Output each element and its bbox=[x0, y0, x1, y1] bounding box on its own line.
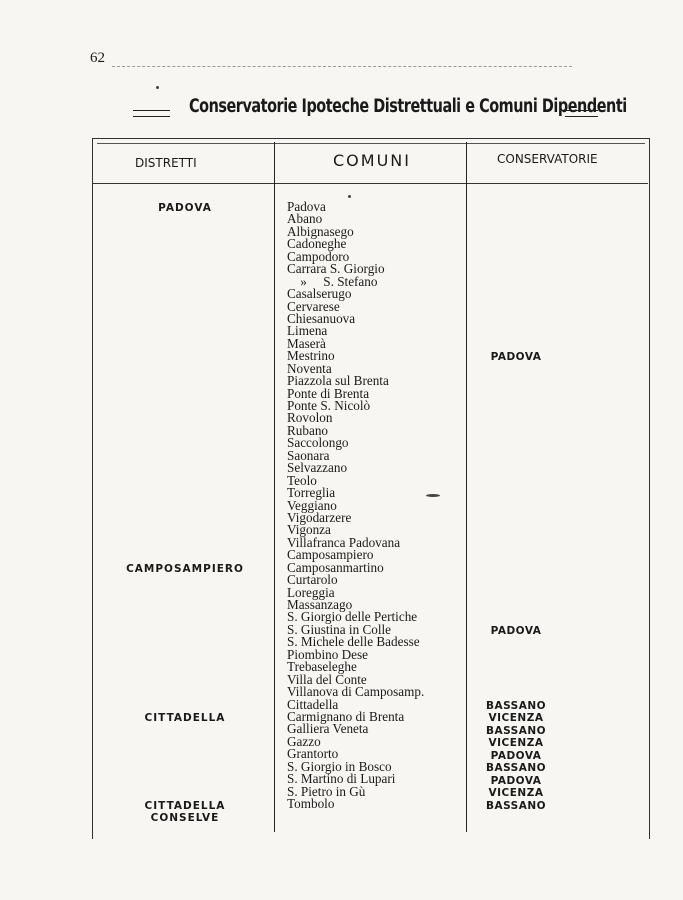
conservatoria-label: BASSANO bbox=[485, 700, 547, 712]
comune-row: Abano bbox=[287, 211, 323, 227]
print-speck bbox=[156, 86, 159, 89]
comune-row: Maserà bbox=[287, 335, 326, 351]
title-row bbox=[0, 96, 683, 128]
comune-row: Piazzola sul Brenta bbox=[287, 373, 389, 389]
column-divider-left bbox=[274, 142, 275, 832]
comune-row: Rubano bbox=[287, 422, 329, 438]
comune-row: Mestrino bbox=[287, 348, 335, 364]
comune-row: Albignasego bbox=[287, 223, 354, 239]
comune-row: Casalserugo bbox=[287, 286, 352, 302]
district-label: CITTADELLA bbox=[144, 712, 226, 725]
comune-row: Veggiano bbox=[287, 497, 337, 513]
comune-row: Curtarolo bbox=[287, 572, 338, 588]
comune-row: Vigonza bbox=[287, 522, 331, 538]
comune-row: Teolo bbox=[287, 472, 317, 488]
comune-row: Villa del Conte bbox=[287, 671, 367, 687]
comune-row: Rovolon bbox=[287, 410, 333, 426]
comune-row: Massanzago bbox=[287, 597, 353, 612]
conservatoria-label: BASSANO bbox=[485, 799, 547, 812]
comune-row: Galliera Veneta bbox=[287, 721, 369, 737]
page-number: 62 bbox=[90, 50, 105, 66]
conservatoria-label: PADOVA bbox=[490, 625, 542, 638]
comuni-list bbox=[287, 201, 424, 810]
comune-row: Cervarese bbox=[287, 298, 340, 314]
comune-row: Limena bbox=[287, 323, 328, 339]
district-label: CONSELVE bbox=[150, 812, 220, 825]
column-header-comuni: COMUNI bbox=[333, 151, 411, 170]
comune-row: S. Giorgio delle Pertiche bbox=[287, 609, 418, 625]
comune-row: Carrara S. Giorgio bbox=[287, 261, 385, 277]
comune-row: Saccolongo bbox=[287, 435, 349, 451]
conservatoria-label: BASSANO bbox=[485, 762, 547, 775]
print-speck bbox=[348, 195, 351, 198]
comune-row: » S. Stefano bbox=[287, 273, 378, 289]
comune-row: Saonara bbox=[287, 447, 330, 463]
comune-row: Chiesanuova bbox=[287, 310, 356, 326]
comune-row: S. Martino di Lupari bbox=[287, 771, 396, 787]
comune-row: Cittadella bbox=[287, 696, 339, 712]
table-header-rule bbox=[92, 183, 648, 184]
comune-row: Padova bbox=[287, 199, 326, 214]
comune-row: Cadoneghe bbox=[287, 236, 347, 252]
title-ornament-right bbox=[565, 110, 598, 117]
column-divider-right bbox=[466, 142, 467, 832]
column-header-conservatorie: CONSERVATORIE bbox=[497, 152, 598, 166]
comune-row: Tombolo bbox=[287, 796, 335, 811]
comune-row: Selvazzano bbox=[287, 460, 348, 476]
comune-row: Carmignano di Brenta bbox=[287, 708, 405, 724]
comune-row: S. Giustina in Colle bbox=[287, 621, 392, 637]
district-label: CAMPOSAMPIERO bbox=[126, 563, 244, 576]
table-top-inner-rule bbox=[97, 143, 645, 144]
comune-row: Trebaseleghe bbox=[287, 659, 357, 675]
comune-row: S. Pietro in Gù bbox=[287, 783, 366, 799]
comune-row: Camposanmartino bbox=[287, 559, 384, 575]
comune-row: Ponte di Brenta bbox=[287, 385, 370, 401]
title-ornament-left bbox=[133, 110, 170, 117]
comune-row: Torreglia bbox=[287, 485, 336, 501]
comune-row: Campodoro bbox=[287, 248, 350, 264]
comune-row: Villafranca Padovana bbox=[287, 534, 401, 550]
conservatoria-label: PADOVA bbox=[490, 351, 542, 364]
column-header-distretti: DISTRETTI bbox=[135, 156, 197, 170]
comune-row: Vigodarzere bbox=[287, 509, 352, 525]
comune-row: Ponte S. Nicolò bbox=[287, 398, 371, 413]
conservatoria-label: BASSANO bbox=[485, 724, 547, 737]
district-label: CITTADELLA bbox=[144, 799, 226, 812]
page-title: Conservatorie Ipoteche Distrettuali e Comuni Dipendenti bbox=[189, 96, 627, 117]
comune-row: Grantorto bbox=[287, 746, 339, 762]
comune-row: Noventa bbox=[287, 360, 332, 376]
comune-row: S. Michele delle Badesse bbox=[287, 634, 420, 650]
print-speck bbox=[426, 494, 440, 497]
comune-row: Villanova di Camposamp. bbox=[287, 684, 425, 700]
conservatoria-label: PADOVA bbox=[490, 749, 542, 762]
conservatoria-label: VICENZA bbox=[488, 787, 544, 800]
comune-row: Camposampiero bbox=[287, 547, 374, 563]
comune-row: Piombino Dese bbox=[287, 646, 368, 662]
district-label: PADOVA bbox=[158, 202, 212, 214]
header-rule bbox=[112, 66, 572, 67]
comune-row: Loreggia bbox=[287, 584, 335, 600]
conservatoria-label: VICENZA bbox=[488, 737, 544, 750]
comune-row: S. Giorgio in Bosco bbox=[287, 758, 392, 774]
conservatoria-label: VICENZA bbox=[488, 712, 544, 725]
comune-row: Gazzo bbox=[287, 733, 321, 749]
conservatoria-label: PADOVA bbox=[490, 774, 542, 787]
